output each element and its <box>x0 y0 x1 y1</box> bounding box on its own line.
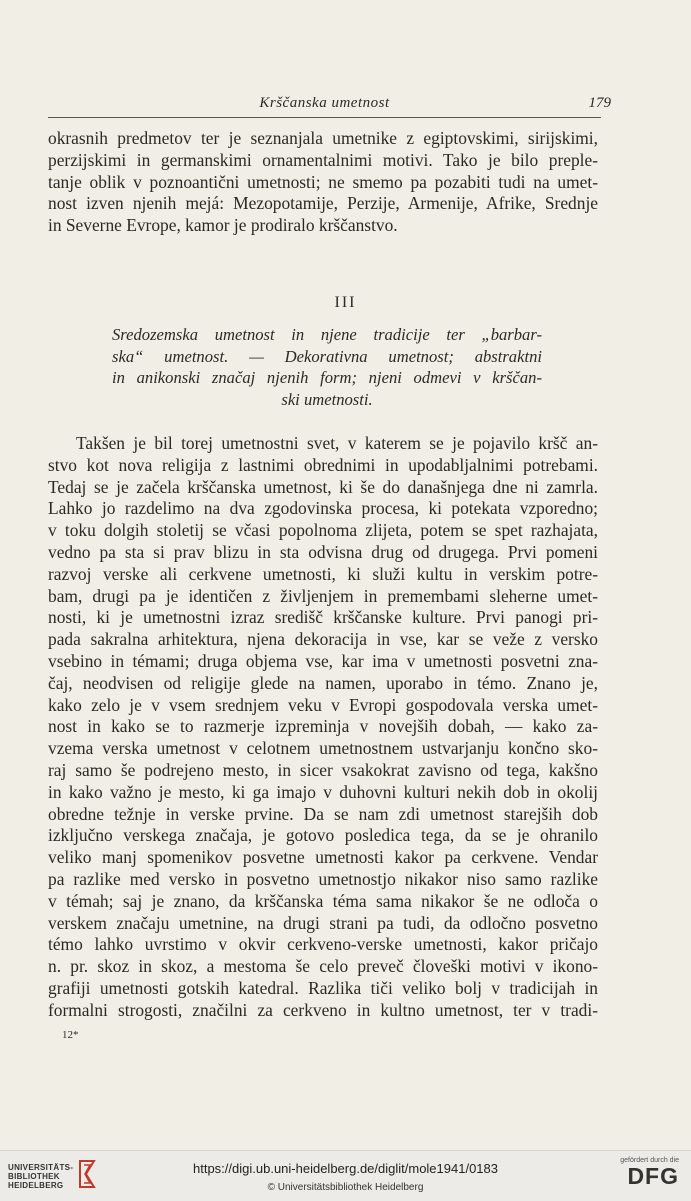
text-line: nost izven njenih mejá: Mezopotamije, Perzije, Armenije, Afrike, Srednje <box>48 193 598 214</box>
text-line: Tedaj se je začela krščanska umetnost, ki še do današnjega dne ni zamrla. <box>48 476 598 497</box>
text-line: pada sakralna arhitektura, njena dekoracija in vse, kar se veže z versko <box>48 629 598 650</box>
library-name-line: HEIDELBERG <box>8 1181 64 1190</box>
text-line: v témah; saj je znano, da krščanska téma sama nikakor še ne odloča o <box>48 890 598 911</box>
text-line: veliko manj spomenikov posvetne umetnosti kakor pa cerkvene. Vendar <box>48 847 598 868</box>
text-line: pa razlike med versko in posvetno umetnostjo nikakor niso samo razlike <box>48 868 598 889</box>
viewer-footer <box>0 1150 691 1201</box>
text-line: vedno pa sta si prav blizu in sta odvisna drug od drugega. Prvi pomeni <box>48 541 598 562</box>
text-line: grafiji umetnosti gotskih katedral. Razlika tiči veliko bolj v tradicijah in <box>48 977 598 998</box>
text-line: v toku dolgih stoletij se včasi popolnoma zlijeta, potem se spet razhajata, <box>48 520 598 541</box>
text-line: vsebino in témami; druga objema vse, kar ima v umetnosti posvetni zna- <box>48 650 598 671</box>
paragraph-1 <box>48 128 598 237</box>
text-line: verskem značaju umetnine, na drugi strani pa tudi, da odločno posvetno <box>48 912 598 933</box>
text-line: stvo kot nova religija z lastnimi obrednimi in upodabljalnimi potrebami. <box>48 454 598 475</box>
text-line: in Severne Evrope, kamor je prodiralo krščanstvo. <box>48 215 398 236</box>
signature-mark: 12* <box>62 1029 79 1041</box>
page-number: 179 <box>588 95 611 111</box>
text-line: tanje oblik v poznoantični umetnosti; ne smemo pa pozabiti tudi na umet- <box>48 171 598 192</box>
library-name-line: BIBLIOTHEK <box>8 1172 60 1181</box>
text-line: čaj, neodvisen od religije glede na namen, uporabo in témo. Znano je, <box>48 672 598 693</box>
subtitle-line: ski umetnosti. <box>281 389 373 409</box>
text-line: kako zelo je v vsem srednjem veku v Evropi gospodovala verska umet- <box>48 694 598 715</box>
text-line: perzijskimi in germanskimi ornamentalnimi motivi. Tako je bilo preple- <box>48 149 598 170</box>
text-line: okrasnih predmetov ter je seznanjala umetnike z egiptovskimi, sirijskimi, <box>48 128 598 148</box>
text-line: nosti, ki je umetnostni izraz središč krščanske kulture. Prvi panogi pri- <box>48 607 598 628</box>
section-number: III <box>334 294 357 311</box>
text-line: bam, drugi pa je identičen z življenjem in premembami sleherne umet- <box>48 585 598 606</box>
text-line: in kako važno je mesto, ki ga imajo v duhovni kulturi nekih dob in okolij <box>48 781 598 802</box>
text-line: raj samo še podrejeno mesto, in sicer vsakokrat zavisno od tega, kakšno <box>48 759 598 780</box>
funding-note: gefördert durch die <box>620 1157 679 1164</box>
text-line: izključno verskega značaja, je gotovo posledica tega, da se je ohranilo <box>48 825 598 846</box>
running-head-title: Krščanska umetnost <box>259 95 390 111</box>
paragraph-2 <box>48 433 598 1022</box>
text-line: témo lahko uvrstimo v okvir cerkveno-verske umetnosti, kakor pričajo <box>48 934 598 955</box>
text-line: formalni strogosti, značilni za cerkveno in kultno umetnost, ter v tradi- <box>48 999 598 1020</box>
subtitle-line: in anikonski značaj njenih form; njeni odmevi v krščan- <box>112 368 542 387</box>
permalink-url[interactable]: https://digi.ub.uni-heidelberg.de/diglit/mole1941/0183 <box>193 1161 498 1176</box>
text-line: nost in kako se to razmerje izpreminja v novejših dobah, — kako za- <box>48 716 598 737</box>
text-line: vzema verska umetnost v celotnem umetnostnem ustvarjanju končno sko- <box>48 738 598 759</box>
subtitle-line: ska“ umetnost. — Dekorativna umetnost; abstraktni <box>112 346 542 366</box>
section-subtitle <box>112 324 542 410</box>
text-line: n. pr. skoz in skoz, a mestoma še celo preveč človeški motivi v ikono- <box>48 956 598 977</box>
text-line: razvoj verske ali cerkvene umetnosti, ki služi kultu in verskim potre- <box>48 563 598 584</box>
library-name-line: UNIVERSITÄTS- <box>8 1163 74 1172</box>
dfg-logo[interactable] <box>620 1157 679 1188</box>
running-head <box>48 95 611 118</box>
copyright-notice: © Universitätsbibliothek Heidelberg <box>267 1182 424 1193</box>
text-line: Takšen je bil torej umetnostni svet, v katerem se je pojavilo kršč an- <box>76 433 598 453</box>
subtitle-line: Sredozemska umetnost in njene tradicije ter „barbar- <box>112 325 542 344</box>
text-line: obredne težnje in verske prvine. Da se nam zdi umetnost starejših dob <box>48 803 598 824</box>
text-line: Lahko jo razdelimo na dva zgodovinska procesa, ki potekata vzporedno; <box>48 498 598 519</box>
dfg-wordmark: DFG <box>627 1163 679 1189</box>
